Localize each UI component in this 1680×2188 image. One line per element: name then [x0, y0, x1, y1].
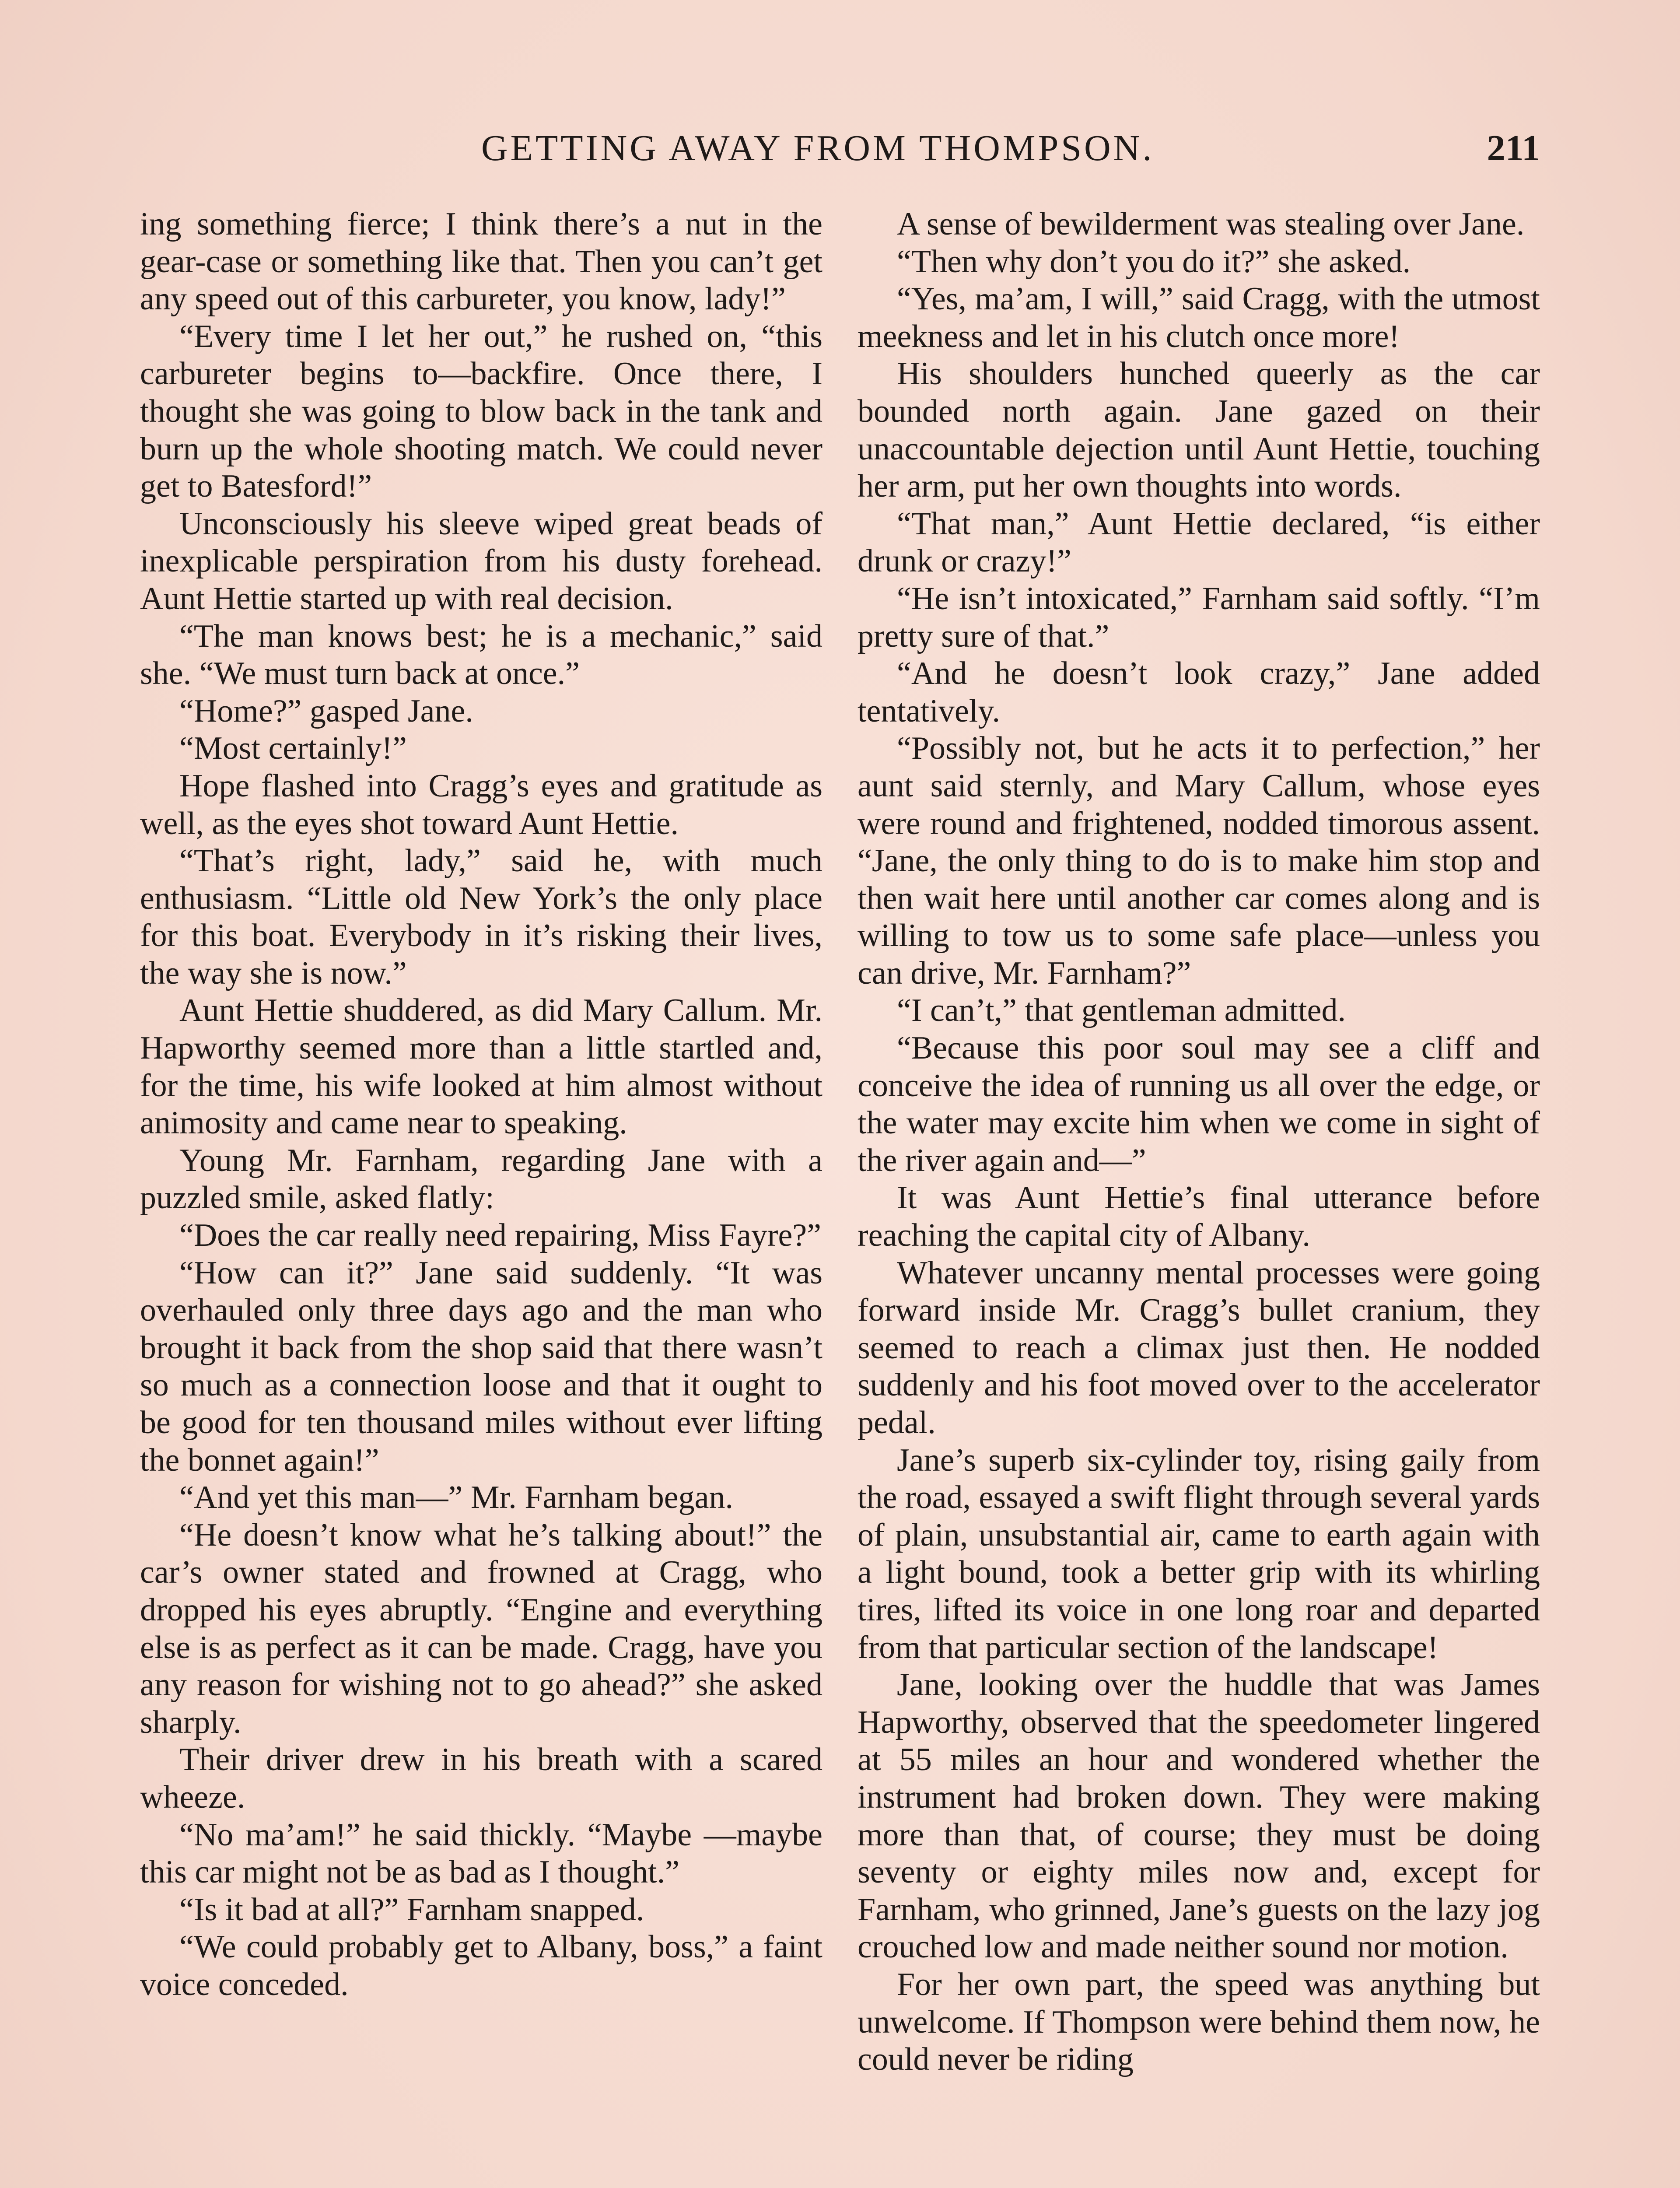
paragraph: ing something fierce; I think there’s a nut in the gear-case or something like that. Then you can’t get any speed out of this carbureter, you know, lady!” — [140, 206, 822, 317]
paragraph: “Does the car really need repairing, Miss Fayre?” — [179, 1217, 822, 1254]
page-header — [140, 127, 1540, 175]
paragraph: “That man,” Aunt Hettie declared, “is either drunk or crazy!” — [858, 505, 1540, 579]
paragraph: “Then why don’t you do it?” she asked. — [897, 243, 1411, 280]
paragraph: “And yet this man—” Mr. Farnham began. — [179, 1480, 733, 1516]
paragraph: “Because this poor soul may see a cliff and conceive the idea of running us all over the edge, or the water may excite him when we come in sight of the river again and—” — [858, 1030, 1540, 1178]
paragraph: Unconsciously his sleeve wiped great beads of inexplicable perspiration from his dusty forehead. Aunt Hettie started up with real decision. — [140, 505, 822, 617]
paragraph: His shoulders hunched queerly as the car bounded north again. Jane gazed on their unaccountable dejection until Aunt Hettie, touching her arm, put her own thoughts into words. — [858, 356, 1540, 505]
left-column — [140, 206, 822, 2004]
paragraph: Their driver drew in his breath with a scared wheeze. — [140, 1742, 822, 1815]
paragraph: “Most certainly!” — [179, 730, 407, 767]
paragraph: “The man knows best; he is a mechanic,” said she. “We must turn back at once.” — [140, 618, 822, 692]
paragraph: “He isn’t intoxicated,” Farnham said softly. “I’m pretty sure of that.” — [858, 580, 1540, 654]
paragraph: “Yes, ma’am, I will,” said Cragg, with the utmost meekness and let in his clutch once more! — [858, 281, 1540, 354]
paragraph: “Is it bad at all?” Farnham snapped. — [179, 1891, 644, 1928]
paragraph: “That’s right, lady,” said he, with much enthusiasm. “Little old New York’s the only place for this boat. Everybody in it’s risking their lives, the way she is now.” — [140, 843, 822, 991]
paragraph: “I can’t,” that gentleman admitted. — [897, 992, 1346, 1029]
paragraph: “Home?” gasped Jane. — [179, 693, 473, 729]
paragraph: Jane, looking over the huddle that was James Hapworthy, observed that the speedometer lingered at 55 miles an hour and wondered whether the instrument had broken down. They were making more than that, of course; they must be doing seventy or eighty miles now and, except for Farnham, who grinned, Jane’s guests on the lazy jog crouched low and made neither sound nor motion. — [858, 1667, 1540, 1965]
paragraph: “How can it?” Jane said suddenly. “It was overhauled only three days ago and the man who brought it back from the shop said that there wasn’t so much as a connection loose and that it ought to be good for ten thousand miles without ever lifting the bonnet again!” — [140, 1255, 822, 1478]
paragraph: “He doesn’t know what he’s talking about!” the car’s owner stated and frowned at Cragg, who dropped his eyes abruptly. “Engine and everything else is as perfect as it can be made. Cragg, have you any reason for wishing not to go ahead?” she asked sharply. — [140, 1517, 822, 1740]
paragraph: It was Aunt Hettie’s final utterance before reaching the capital city of Albany. — [858, 1180, 1540, 1254]
paragraph: Hope flashed into Cragg’s eyes and gratitude as well, as the eyes shot toward Aunt Hettie. — [140, 768, 822, 842]
paragraph: “And he doesn’t look crazy,” Jane added tentatively. — [858, 656, 1540, 729]
right-column — [858, 206, 1540, 2079]
page-number: 211 — [1487, 128, 1540, 168]
paragraph: “We could probably get to Albany, boss,” a faint voice conceded. — [140, 1929, 822, 2002]
paragraph: Whatever uncanny mental processes were going forward inside Mr. Cragg’s bullet cranium, they seemed to reach a climax just then. He nodded suddenly and his foot moved over to the accelerator pedal. — [858, 1255, 1540, 1441]
paragraph: Young Mr. Farnham, regarding Jane with a puzzled smile, asked flatly: — [140, 1142, 822, 1216]
paragraph: A sense of bewilderment was stealing over Jane. — [897, 206, 1525, 242]
paragraph: Jane’s superb six-cylinder toy, rising gaily from the road, essayed a swift flight through several yards of plain, unsubstantial air, came to earth again with a light bound, took a better grip with its whirling tires, lifted its voice in one long roar and departed from that particular section of the landscape! — [858, 1442, 1540, 1666]
paragraph: “Possibly not, but he acts it to perfection,” her aunt said sternly, and Mary Callum, whose eyes were round and frightened, nodded timorous assent. “Jane, the only thing to do is to make him stop and then wait here until another car comes along and is willing to tow us to some safe place—unless you can drive, Mr. Farnham?” — [858, 730, 1540, 991]
paragraph: For her own part, the speed was anything but unwelcome. If Thompson were behind them now, he could never be riding — [858, 1966, 1540, 2078]
paragraph: Aunt Hettie shuddered, as did Mary Callum. Mr. Hapworthy seemed more than a little startled and, for the time, his wife looked at him almost without animosity and came near to speaking. — [140, 992, 822, 1141]
paragraph: “Every time I let her out,” he rushed on, “this carbureter begins to—backfire. Once there, I thought she was going to blow back in the tank and burn up the whole shooting match. We could never get to Batesford!” — [140, 318, 822, 505]
paragraph: “No ma’am!” he said thickly. “Maybe —maybe this car might not be as bad as I thought.” — [140, 1816, 822, 1890]
running-title: GETTING AWAY FROM THOMPSON. — [481, 128, 1155, 168]
